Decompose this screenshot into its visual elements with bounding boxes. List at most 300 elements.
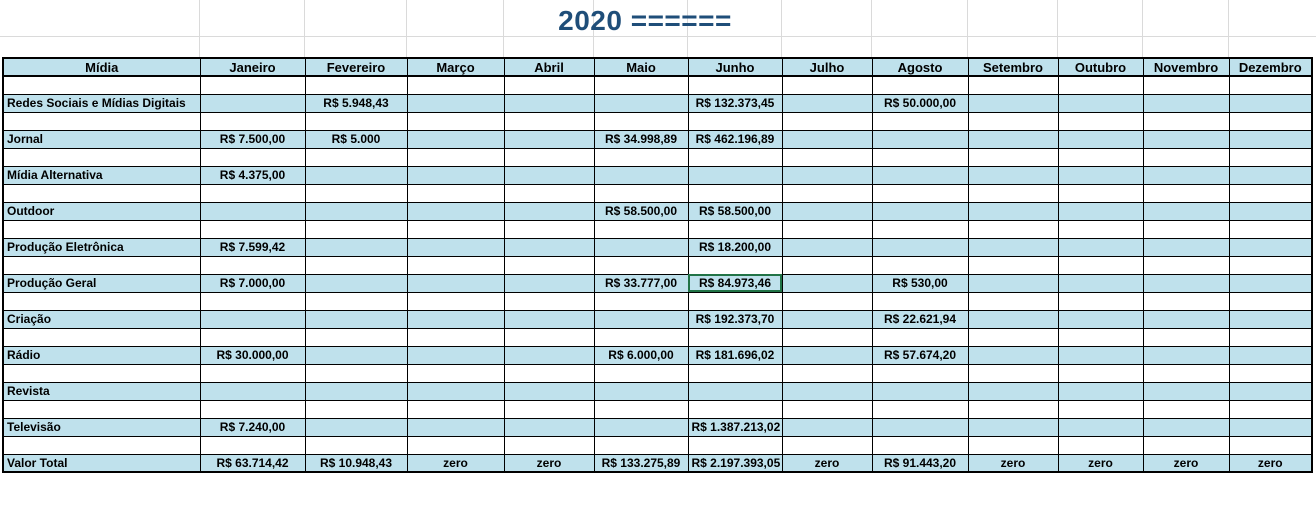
value-cell[interactable] bbox=[1229, 310, 1312, 328]
empty-cell[interactable] bbox=[688, 112, 782, 130]
empty-cell[interactable] bbox=[872, 184, 968, 202]
empty-cell[interactable] bbox=[782, 76, 872, 94]
value-cell[interactable] bbox=[968, 346, 1058, 364]
value-cell[interactable]: R$ 530,00 bbox=[872, 274, 968, 292]
empty-cell[interactable] bbox=[782, 148, 872, 166]
empty-cell[interactable] bbox=[1143, 76, 1229, 94]
empty-cell[interactable] bbox=[504, 292, 594, 310]
value-cell[interactable] bbox=[594, 94, 688, 112]
value-cell[interactable]: R$ 18.200,00 bbox=[688, 238, 782, 256]
empty-cell[interactable] bbox=[407, 328, 504, 346]
empty-cell[interactable] bbox=[504, 220, 594, 238]
empty-cell[interactable] bbox=[1143, 364, 1229, 382]
empty-cell[interactable] bbox=[305, 220, 407, 238]
value-cell[interactable] bbox=[305, 238, 407, 256]
value-cell[interactable]: R$ 181.696,02 bbox=[688, 346, 782, 364]
value-cell[interactable] bbox=[504, 310, 594, 328]
value-cell[interactable] bbox=[1229, 238, 1312, 256]
value-cell[interactable] bbox=[305, 418, 407, 436]
empty-cell[interactable] bbox=[305, 292, 407, 310]
value-cell[interactable] bbox=[1058, 166, 1143, 184]
value-cell[interactable] bbox=[407, 310, 504, 328]
value-cell[interactable]: zero bbox=[1143, 454, 1229, 472]
empty-cell[interactable] bbox=[872, 256, 968, 274]
value-cell[interactable] bbox=[1058, 382, 1143, 400]
empty-cell[interactable] bbox=[594, 112, 688, 130]
empty-cell[interactable] bbox=[872, 112, 968, 130]
empty-cell[interactable] bbox=[1058, 328, 1143, 346]
empty-cell[interactable] bbox=[968, 220, 1058, 238]
value-cell[interactable] bbox=[504, 346, 594, 364]
value-cell[interactable] bbox=[1143, 130, 1229, 148]
media-name-cell[interactable]: Valor Total bbox=[3, 454, 200, 472]
value-cell[interactable] bbox=[968, 130, 1058, 148]
spacer-row bbox=[3, 364, 1312, 382]
value-cell[interactable] bbox=[1143, 274, 1229, 292]
empty-cell[interactable] bbox=[504, 436, 594, 454]
value-cell[interactable] bbox=[782, 202, 872, 220]
value-cell[interactable] bbox=[1143, 94, 1229, 112]
value-cell[interactable]: R$ 84.973,46 bbox=[688, 274, 782, 292]
value-cell[interactable] bbox=[1058, 274, 1143, 292]
value-cell[interactable]: R$ 58.500,00 bbox=[688, 202, 782, 220]
empty-cell[interactable] bbox=[200, 292, 305, 310]
column-header-month[interactable]: Janeiro bbox=[200, 58, 305, 76]
value-cell[interactable] bbox=[305, 310, 407, 328]
media-name-cell[interactable]: Televisão bbox=[3, 418, 200, 436]
value-cell[interactable] bbox=[200, 310, 305, 328]
empty-cell[interactable] bbox=[305, 436, 407, 454]
empty-cell[interactable] bbox=[3, 184, 200, 202]
value-cell[interactable] bbox=[1143, 310, 1229, 328]
column-header-month[interactable]: Fevereiro bbox=[305, 58, 407, 76]
empty-cell[interactable] bbox=[688, 364, 782, 382]
column-header-month[interactable]: Julho bbox=[782, 58, 872, 76]
empty-cell[interactable] bbox=[968, 436, 1058, 454]
column-header-midia[interactable]: Mídia bbox=[3, 58, 200, 76]
empty-cell[interactable] bbox=[200, 256, 305, 274]
value-cell[interactable] bbox=[200, 382, 305, 400]
empty-cell[interactable] bbox=[200, 148, 305, 166]
empty-cell[interactable] bbox=[594, 184, 688, 202]
column-header-month[interactable]: Dezembro bbox=[1229, 58, 1312, 76]
empty-cell[interactable] bbox=[1058, 220, 1143, 238]
empty-cell[interactable] bbox=[504, 400, 594, 418]
empty-cell[interactable] bbox=[968, 364, 1058, 382]
empty-cell[interactable] bbox=[688, 76, 782, 94]
value-cell[interactable]: R$ 30.000,00 bbox=[200, 346, 305, 364]
value-cell[interactable] bbox=[504, 166, 594, 184]
empty-cell[interactable] bbox=[305, 400, 407, 418]
empty-cell[interactable] bbox=[305, 364, 407, 382]
empty-cell[interactable] bbox=[594, 436, 688, 454]
value-cell[interactable]: zero bbox=[782, 454, 872, 472]
column-header-month[interactable]: Maio bbox=[594, 58, 688, 76]
value-cell[interactable]: zero bbox=[968, 454, 1058, 472]
empty-cell[interactable] bbox=[872, 436, 968, 454]
value-cell[interactable]: R$ 91.443,20 bbox=[872, 454, 968, 472]
empty-cell[interactable] bbox=[200, 220, 305, 238]
value-cell[interactable]: zero bbox=[1229, 454, 1312, 472]
empty-cell[interactable] bbox=[968, 400, 1058, 418]
empty-cell[interactable] bbox=[504, 184, 594, 202]
empty-cell[interactable] bbox=[1143, 220, 1229, 238]
value-cell[interactable] bbox=[504, 382, 594, 400]
value-cell[interactable] bbox=[782, 94, 872, 112]
empty-cell[interactable] bbox=[407, 292, 504, 310]
empty-cell[interactable] bbox=[1058, 364, 1143, 382]
empty-cell[interactable] bbox=[305, 256, 407, 274]
empty-cell[interactable] bbox=[1058, 256, 1143, 274]
empty-cell[interactable] bbox=[200, 76, 305, 94]
value-cell[interactable] bbox=[504, 238, 594, 256]
empty-cell[interactable] bbox=[872, 328, 968, 346]
value-cell[interactable]: R$ 7.240,00 bbox=[200, 418, 305, 436]
empty-cell[interactable] bbox=[688, 148, 782, 166]
value-cell[interactable] bbox=[968, 202, 1058, 220]
media-name-cell[interactable]: Criação bbox=[3, 310, 200, 328]
empty-cell[interactable] bbox=[1229, 364, 1312, 382]
empty-cell[interactable] bbox=[1058, 292, 1143, 310]
value-cell[interactable] bbox=[1058, 94, 1143, 112]
value-cell[interactable] bbox=[782, 346, 872, 364]
value-cell[interactable] bbox=[1229, 202, 1312, 220]
empty-cell[interactable] bbox=[968, 184, 1058, 202]
value-cell[interactable] bbox=[1143, 202, 1229, 220]
media-name-cell[interactable]: Revista bbox=[3, 382, 200, 400]
media-name-cell[interactable]: Jornal bbox=[3, 130, 200, 148]
empty-cell[interactable] bbox=[594, 400, 688, 418]
value-cell[interactable] bbox=[407, 238, 504, 256]
value-cell[interactable]: R$ 58.500,00 bbox=[594, 202, 688, 220]
empty-cell[interactable] bbox=[968, 76, 1058, 94]
value-cell[interactable] bbox=[1058, 130, 1143, 148]
value-cell[interactable]: R$ 2.197.393,05 bbox=[688, 454, 782, 472]
empty-cell[interactable] bbox=[688, 292, 782, 310]
value-cell[interactable] bbox=[407, 166, 504, 184]
value-cell[interactable] bbox=[305, 274, 407, 292]
value-cell[interactable] bbox=[1229, 94, 1312, 112]
empty-cell[interactable] bbox=[407, 400, 504, 418]
media-name-cell[interactable]: Produção Geral bbox=[3, 274, 200, 292]
value-cell[interactable] bbox=[594, 166, 688, 184]
empty-cell[interactable] bbox=[1229, 184, 1312, 202]
empty-cell[interactable] bbox=[594, 220, 688, 238]
value-cell[interactable]: R$ 6.000,00 bbox=[594, 346, 688, 364]
value-cell[interactable] bbox=[305, 166, 407, 184]
value-cell[interactable] bbox=[504, 202, 594, 220]
empty-cell[interactable] bbox=[688, 436, 782, 454]
value-cell[interactable] bbox=[968, 274, 1058, 292]
empty-cell[interactable] bbox=[407, 220, 504, 238]
empty-cell[interactable] bbox=[594, 292, 688, 310]
empty-cell[interactable] bbox=[968, 148, 1058, 166]
empty-cell[interactable] bbox=[688, 220, 782, 238]
value-cell[interactable] bbox=[688, 382, 782, 400]
empty-cell[interactable] bbox=[305, 76, 407, 94]
empty-cell[interactable] bbox=[504, 148, 594, 166]
empty-cell[interactable] bbox=[1143, 292, 1229, 310]
column-header-month[interactable]: Junho bbox=[688, 58, 782, 76]
empty-cell[interactable] bbox=[872, 220, 968, 238]
empty-cell[interactable] bbox=[968, 292, 1058, 310]
column-header-month[interactable]: Novembro bbox=[1143, 58, 1229, 76]
value-cell[interactable] bbox=[1143, 418, 1229, 436]
value-cell[interactable] bbox=[305, 202, 407, 220]
value-cell[interactable] bbox=[1058, 310, 1143, 328]
value-cell[interactable] bbox=[200, 94, 305, 112]
value-cell[interactable] bbox=[407, 274, 504, 292]
value-cell[interactable]: zero bbox=[1058, 454, 1143, 472]
value-cell[interactable]: R$ 192.373,70 bbox=[688, 310, 782, 328]
media-name-cell[interactable]: Outdoor bbox=[3, 202, 200, 220]
empty-cell[interactable] bbox=[305, 328, 407, 346]
value-cell[interactable] bbox=[407, 418, 504, 436]
empty-cell[interactable] bbox=[1143, 112, 1229, 130]
empty-cell[interactable] bbox=[407, 256, 504, 274]
empty-cell[interactable] bbox=[968, 256, 1058, 274]
value-cell[interactable] bbox=[968, 310, 1058, 328]
value-cell[interactable]: R$ 7.599,42 bbox=[200, 238, 305, 256]
empty-cell[interactable] bbox=[3, 364, 200, 382]
value-cell[interactable] bbox=[407, 202, 504, 220]
empty-cell[interactable] bbox=[3, 328, 200, 346]
media-name-cell[interactable]: Mídia Alternativa bbox=[3, 166, 200, 184]
value-cell[interactable] bbox=[407, 130, 504, 148]
empty-cell[interactable] bbox=[305, 184, 407, 202]
empty-cell[interactable] bbox=[968, 328, 1058, 346]
value-cell[interactable] bbox=[968, 166, 1058, 184]
value-cell[interactable]: R$ 462.196,89 bbox=[688, 130, 782, 148]
empty-cell[interactable] bbox=[782, 220, 872, 238]
empty-cell[interactable] bbox=[3, 292, 200, 310]
empty-cell[interactable] bbox=[594, 76, 688, 94]
column-header-month[interactable]: Setembro bbox=[968, 58, 1058, 76]
empty-cell[interactable] bbox=[1143, 436, 1229, 454]
value-cell[interactable] bbox=[504, 94, 594, 112]
empty-cell[interactable] bbox=[1229, 400, 1312, 418]
value-cell[interactable]: R$ 5.948,43 bbox=[305, 94, 407, 112]
value-cell[interactable] bbox=[782, 418, 872, 436]
empty-cell[interactable] bbox=[872, 364, 968, 382]
empty-cell[interactable] bbox=[1143, 328, 1229, 346]
value-cell[interactable] bbox=[872, 238, 968, 256]
empty-cell[interactable] bbox=[305, 148, 407, 166]
empty-cell[interactable] bbox=[1058, 148, 1143, 166]
empty-cell[interactable] bbox=[1143, 256, 1229, 274]
empty-cell[interactable] bbox=[594, 148, 688, 166]
empty-cell[interactable] bbox=[688, 256, 782, 274]
empty-cell[interactable] bbox=[504, 256, 594, 274]
empty-cell[interactable] bbox=[1143, 184, 1229, 202]
value-cell[interactable] bbox=[1143, 382, 1229, 400]
value-cell[interactable] bbox=[1058, 202, 1143, 220]
empty-cell[interactable] bbox=[504, 328, 594, 346]
empty-cell[interactable] bbox=[1229, 148, 1312, 166]
empty-cell[interactable] bbox=[1229, 436, 1312, 454]
value-cell[interactable] bbox=[594, 382, 688, 400]
value-cell[interactable] bbox=[1229, 382, 1312, 400]
empty-cell[interactable] bbox=[3, 76, 200, 94]
empty-cell[interactable] bbox=[594, 364, 688, 382]
empty-cell[interactable] bbox=[504, 112, 594, 130]
empty-cell[interactable] bbox=[1229, 112, 1312, 130]
value-cell[interactable] bbox=[782, 238, 872, 256]
empty-cell[interactable] bbox=[782, 184, 872, 202]
value-cell[interactable] bbox=[1058, 238, 1143, 256]
empty-cell[interactable] bbox=[3, 112, 200, 130]
value-cell[interactable]: R$ 7.000,00 bbox=[200, 274, 305, 292]
empty-cell[interactable] bbox=[3, 400, 200, 418]
empty-cell[interactable] bbox=[3, 256, 200, 274]
value-cell[interactable] bbox=[1143, 346, 1229, 364]
media-name-cell[interactable]: Produção Eletrônica bbox=[3, 238, 200, 256]
media-name-cell[interactable]: Redes Sociais e Mídias Digitais bbox=[3, 94, 200, 112]
value-cell[interactable] bbox=[688, 166, 782, 184]
value-cell[interactable] bbox=[504, 418, 594, 436]
column-header-month[interactable]: Abril bbox=[504, 58, 594, 76]
value-cell[interactable] bbox=[305, 382, 407, 400]
empty-cell[interactable] bbox=[872, 76, 968, 94]
value-cell[interactable] bbox=[407, 346, 504, 364]
empty-cell[interactable] bbox=[782, 256, 872, 274]
value-cell[interactable] bbox=[1229, 418, 1312, 436]
value-cell[interactable] bbox=[782, 382, 872, 400]
empty-cell[interactable] bbox=[688, 328, 782, 346]
empty-cell[interactable] bbox=[1058, 112, 1143, 130]
value-cell[interactable]: R$ 10.948,43 bbox=[305, 454, 407, 472]
empty-cell[interactable] bbox=[504, 76, 594, 94]
empty-cell[interactable] bbox=[200, 112, 305, 130]
value-cell[interactable]: R$ 7.500,00 bbox=[200, 130, 305, 148]
value-cell[interactable] bbox=[305, 346, 407, 364]
value-cell[interactable] bbox=[1229, 346, 1312, 364]
value-cell[interactable]: zero bbox=[407, 454, 504, 472]
empty-cell[interactable] bbox=[968, 112, 1058, 130]
value-cell[interactable] bbox=[1058, 418, 1143, 436]
empty-cell[interactable] bbox=[200, 328, 305, 346]
value-cell[interactable]: R$ 57.674,20 bbox=[872, 346, 968, 364]
empty-cell[interactable] bbox=[1058, 400, 1143, 418]
value-cell[interactable] bbox=[1143, 166, 1229, 184]
value-cell[interactable] bbox=[1143, 238, 1229, 256]
value-cell[interactable]: zero bbox=[504, 454, 594, 472]
value-cell[interactable]: R$ 132.373,45 bbox=[688, 94, 782, 112]
value-cell[interactable] bbox=[1058, 346, 1143, 364]
empty-cell[interactable] bbox=[782, 400, 872, 418]
empty-cell[interactable] bbox=[3, 148, 200, 166]
empty-cell[interactable] bbox=[1058, 436, 1143, 454]
value-cell[interactable] bbox=[407, 94, 504, 112]
value-cell[interactable] bbox=[594, 238, 688, 256]
value-cell[interactable]: R$ 22.621,94 bbox=[872, 310, 968, 328]
empty-cell[interactable] bbox=[872, 292, 968, 310]
empty-cell[interactable] bbox=[688, 184, 782, 202]
column-header-month[interactable]: Agosto bbox=[872, 58, 968, 76]
value-cell[interactable]: R$ 5.000 bbox=[305, 130, 407, 148]
empty-cell[interactable] bbox=[407, 148, 504, 166]
value-cell[interactable]: R$ 33.777,00 bbox=[594, 274, 688, 292]
value-cell[interactable] bbox=[872, 418, 968, 436]
empty-cell[interactable] bbox=[1143, 148, 1229, 166]
empty-cell[interactable] bbox=[872, 400, 968, 418]
value-cell[interactable] bbox=[200, 202, 305, 220]
empty-cell[interactable] bbox=[594, 328, 688, 346]
empty-cell[interactable] bbox=[3, 220, 200, 238]
empty-cell[interactable] bbox=[688, 400, 782, 418]
empty-cell[interactable] bbox=[1058, 184, 1143, 202]
value-cell[interactable] bbox=[968, 382, 1058, 400]
empty-cell[interactable] bbox=[200, 184, 305, 202]
value-cell[interactable] bbox=[872, 382, 968, 400]
value-cell[interactable] bbox=[504, 274, 594, 292]
value-cell[interactable] bbox=[594, 310, 688, 328]
value-cell[interactable]: R$ 133.275,89 bbox=[594, 454, 688, 472]
value-cell[interactable] bbox=[968, 418, 1058, 436]
empty-cell[interactable] bbox=[200, 364, 305, 382]
value-cell[interactable] bbox=[872, 130, 968, 148]
empty-cell[interactable] bbox=[1229, 328, 1312, 346]
empty-cell[interactable] bbox=[1229, 256, 1312, 274]
value-cell[interactable]: R$ 4.375,00 bbox=[200, 166, 305, 184]
column-header-month[interactable]: Março bbox=[407, 58, 504, 76]
value-cell[interactable] bbox=[594, 418, 688, 436]
value-cell[interactable]: R$ 34.998,89 bbox=[594, 130, 688, 148]
empty-cell[interactable] bbox=[782, 328, 872, 346]
empty-cell[interactable] bbox=[1229, 220, 1312, 238]
empty-cell[interactable] bbox=[407, 76, 504, 94]
value-cell[interactable] bbox=[407, 382, 504, 400]
empty-cell[interactable] bbox=[782, 436, 872, 454]
empty-cell[interactable] bbox=[407, 364, 504, 382]
value-cell[interactable]: R$ 50.000,00 bbox=[872, 94, 968, 112]
value-cell[interactable] bbox=[1229, 166, 1312, 184]
empty-cell[interactable] bbox=[407, 112, 504, 130]
empty-cell[interactable] bbox=[782, 112, 872, 130]
empty-cell[interactable] bbox=[407, 436, 504, 454]
empty-cell[interactable] bbox=[305, 112, 407, 130]
value-cell[interactable] bbox=[782, 310, 872, 328]
empty-cell[interactable] bbox=[594, 256, 688, 274]
media-name-cell[interactable]: Rádio bbox=[3, 346, 200, 364]
empty-cell[interactable] bbox=[1229, 292, 1312, 310]
empty-cell[interactable] bbox=[782, 364, 872, 382]
value-cell[interactable]: R$ 63.714,42 bbox=[200, 454, 305, 472]
column-header-month[interactable]: Outubro bbox=[1058, 58, 1143, 76]
empty-cell[interactable] bbox=[872, 148, 968, 166]
empty-cell[interactable] bbox=[407, 184, 504, 202]
value-cell[interactable] bbox=[968, 94, 1058, 112]
empty-cell[interactable] bbox=[782, 292, 872, 310]
value-cell[interactable] bbox=[968, 238, 1058, 256]
empty-cell[interactable] bbox=[1229, 76, 1312, 94]
empty-cell[interactable] bbox=[1143, 400, 1229, 418]
value-cell[interactable] bbox=[1229, 130, 1312, 148]
value-cell[interactable] bbox=[504, 130, 594, 148]
value-cell[interactable] bbox=[872, 202, 968, 220]
value-cell[interactable] bbox=[1229, 274, 1312, 292]
empty-cell[interactable] bbox=[3, 436, 200, 454]
value-cell[interactable] bbox=[872, 166, 968, 184]
empty-cell[interactable] bbox=[504, 364, 594, 382]
value-cell[interactable] bbox=[782, 166, 872, 184]
value-cell[interactable] bbox=[782, 130, 872, 148]
value-cell[interactable] bbox=[782, 274, 872, 292]
value-cell[interactable]: R$ 1.387.213,02 bbox=[688, 418, 782, 436]
empty-cell[interactable] bbox=[1058, 76, 1143, 94]
empty-cell[interactable] bbox=[200, 400, 305, 418]
empty-cell[interactable] bbox=[200, 436, 305, 454]
